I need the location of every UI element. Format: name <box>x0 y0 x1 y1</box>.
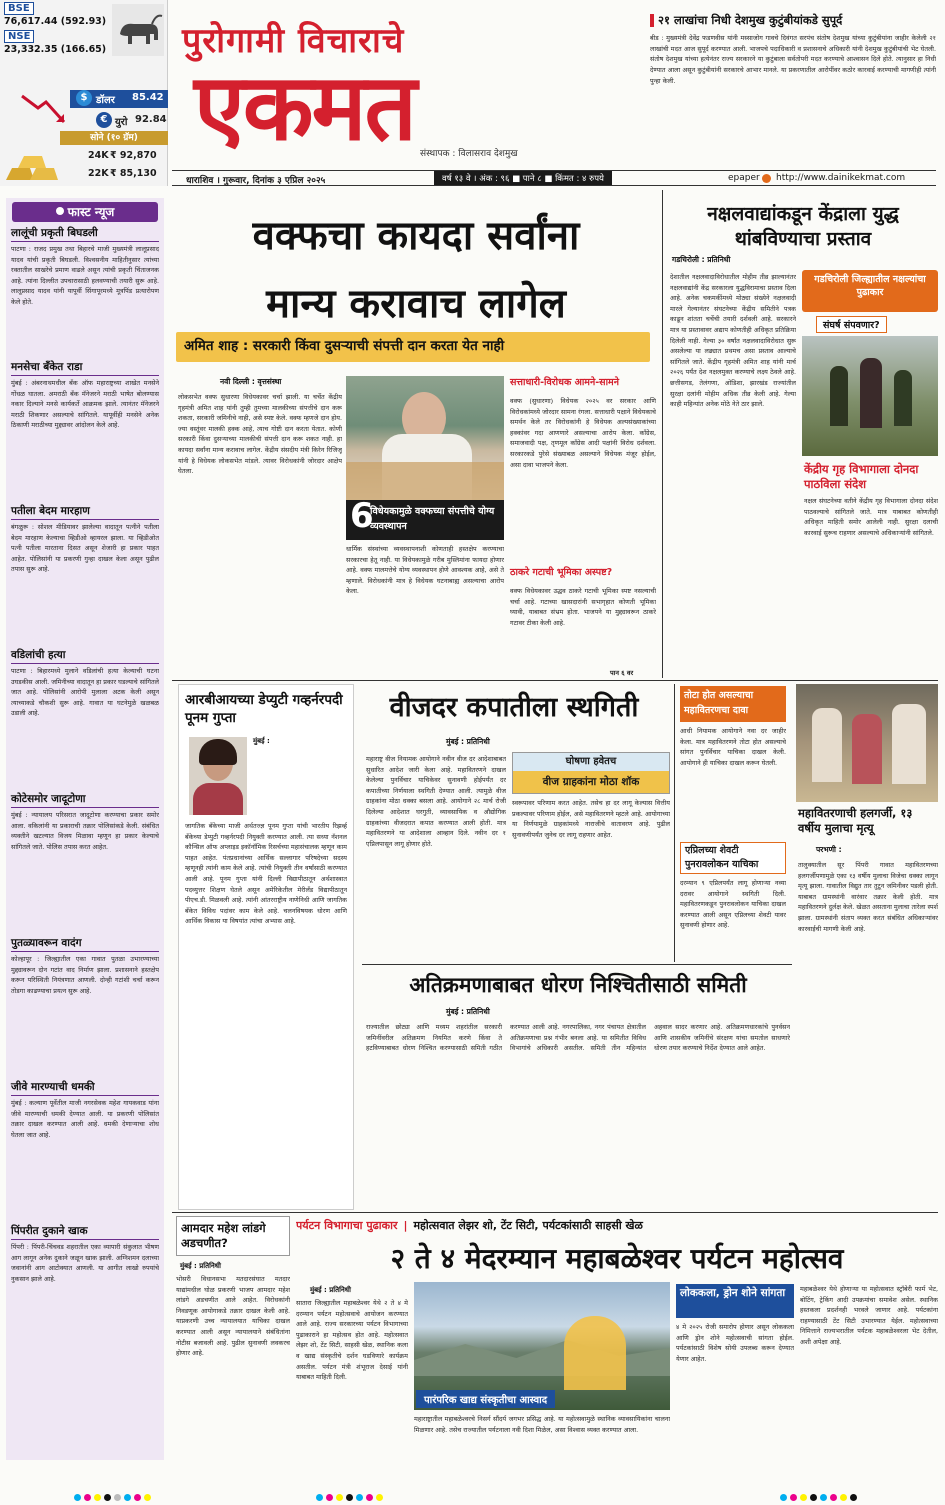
fast-news-item-body: कोल्हापूर : जिल्ह्यातील एका गावात पुतळा उभारण्याच्या मुद्द्यावरून दोन गटांत वाद निर्माण झाला. प्रशासनाने हस्तक्षेप करून परिस्थिती नियंत्रणात आणली. दोन्ही गटांशी चर्चा करून तोडगा काढण्याचा प्रयत्न सुरू आहे. <box>11 955 159 995</box>
naxal-divider <box>662 190 663 678</box>
dateline: धाराशिव । गुरूवार, दिनांक ३ एप्रिल २०२५ <box>186 176 326 186</box>
power-box <box>512 752 670 794</box>
caption-quote-icon: 6 <box>350 496 374 536</box>
child-story-photo <box>796 684 938 802</box>
lead-dateline: नवी दिल्ली : वृत्तसंस्था <box>220 377 282 386</box>
top-right-headline: २१ लाखांचा निधी देशमुख कुटुंबीयांकडे सुपूर्द <box>650 14 936 27</box>
power-box-head: घोषणा हवेतच <box>513 753 669 771</box>
dateline-bar <box>172 170 936 186</box>
fast-news-item <box>11 936 159 1074</box>
founder-line: संस्थापक : विलासराव देशमुख <box>420 149 518 159</box>
dollar-label: डॉलर <box>96 95 115 106</box>
gold-title: सोने (१० ग्रॅम) <box>60 131 168 145</box>
tourism-strap-2: महोत्सवात लेझर शो, टेंट सिटी, पर्यटकांसाठी साहसी खेळ <box>413 1219 643 1232</box>
mahavitaran-divider <box>674 684 675 962</box>
side-headline: सत्ताधारी-विरोधक आमने-सामने <box>510 377 620 388</box>
fast-news-title <box>12 202 158 222</box>
fast-news-item <box>11 1224 159 1362</box>
nse-label: NSE <box>4 30 34 43</box>
epaper-label[interactable]: epaper <box>728 173 760 183</box>
bullet-icon <box>56 207 64 215</box>
lead-strap <box>176 332 650 362</box>
tourism-right-head: लोककला, ड्रोन शोने सांगता <box>680 1287 786 1299</box>
gold-bars-icon <box>2 140 62 184</box>
fast-news-item-body: पाटणा : राजद प्रमुख तथा बिहारचे माजी मुख्यमंत्री लालूप्रसाद यादव यांची प्रकृती बिघडली. विश्वसनीय माहितीनुसार त्यांच्या रक्तातील साखरेचे प्रमाण वाढले असून त्यांची प्रकृती चिंताजनक आहे. त्यांना दिल्लीत उपचारासाठी हलवण्याची तयारी सुरू आहे. लालूप्रसाद यादव यांनी यापूर्वी सिंगापूरमध्ये मूत्रपिंड प्रत्यारोपण केले होते. <box>11 245 159 306</box>
gold22-label: 22K <box>88 168 109 179</box>
power-headline: वीजदर कपातीला स्थगिती <box>389 692 639 723</box>
gold24-label: 24K <box>88 150 109 161</box>
fast-news-item-body: पिंपरी : पिंपरी-चिंचवड शहरातील एका व्यापारी संकुलात भीषण आग लागून अनेक दुकाने जळून खाक झाली. अग्निशमन दलाच्या जवानांनी आग आटोक्यात आणली. या आगीत लाखो रुपयांचे नुकसान झाले आहे. <box>11 1243 159 1283</box>
fast-news-title-text: फास्ट न्यूज <box>67 205 115 219</box>
mla-body: भोसरी विधानसभा मतदारसंघात मतदार याद्यांमधील घोळ प्रकरणी भाजप आमदार महेश लांडगे अडचणीत आले आहेत. विरोधकांनी निवडणूक आयोगाकडे तक्रार दाखल केली आहे. याप्रकरणी उच्च न्यायालयात याचिका दाखल करण्यात आली असून न्यायालयाने संबंधितांना नोटीस बजावली आहे. पुढील सुनावणी लवकरच होणार आहे. <box>176 1275 290 1358</box>
fast-news-item-headline: वडिलांची हत्या <box>11 648 159 664</box>
naxal-photo <box>802 336 938 456</box>
center-headline: केंद्रीय गृह विभागाला दोनदा पाठविला संदेश <box>804 462 919 491</box>
lead-headline-1: वक्फचा कायदा सर्वांना <box>252 213 580 259</box>
strap-sep: | <box>403 1219 408 1232</box>
euro-coin-icon: € <box>96 112 112 128</box>
dollar-coin-icon: $ <box>76 90 92 106</box>
mla-box <box>176 1216 290 1466</box>
lead-body-2: धार्मिक संस्थांच्या व्यवस्थापनाशी कोणताही हस्तक्षेप करण्याचा सरकारचा हेतू नाही. या विधेयकामुळे गरीब मुस्लिमांना फायदा होणार आहे. वक्फ मालमत्तेचे योग्य व्यवस्थापन होणे आवश्यक आहे, असे ते म्हणाले. विरोधकांनी मात्र हे विधेयक घटनाबाह्य असल्याचा आरोप केला. <box>346 545 504 596</box>
fast-news-item <box>11 648 159 786</box>
tourism-byline: मुंबई : प्रतिनिधी <box>310 1286 351 1294</box>
euro-label: युरो <box>115 117 128 128</box>
child-body: तालुक्यातील सूर पिंपरी गावात महावितरणच्या हलगर्जीपणामुळे एका १३ वर्षीय मुलाचा विजेचा धक्का लागून मृत्यू झाला. गावातील विद्युत तार तुटून जमिनीवर पडली होती. याबाबत ग्रामस्थांनी वारंवार तक्रार केली होती. मात्र महावितरणने दुर्लक्ष केले. खेळत असताना मुलाचा तारेला स्पर्श झाला. ग्रामस्थांनी संताप व्यक्त करत संबंधित अधिकाऱ्यांवर कारवाईची मागणी केली आहे. <box>798 861 938 933</box>
fast-news-item <box>11 504 159 642</box>
rbi-byline: मुंबई : <box>253 737 270 745</box>
section-rule-1 <box>172 680 938 681</box>
nse-value: 23,332.35 (166.65) <box>4 44 107 55</box>
mahavitaran-box-text: एप्रिलच्या शेवटी पुनरावलोकन याचिका <box>685 845 759 870</box>
mahavitaran-body-2: दरम्यान ९ एप्रिलपर्यंत लागू होणाऱ्या नव्या दरावर आयोगाने स्थगिती दिली. महावितरणकडून पुनरावलोकन याचिका दाखल करण्यात आली असून एप्रिलच्या शेवटी यावर सुनावणी होणार आहे. <box>680 879 786 930</box>
bse-value: 76,617.44 (592.93) <box>4 16 107 27</box>
trend-arrow-icon <box>20 92 68 128</box>
power-body-2: स्वरूपावर परिणाम करत आहेत. तसेच हा दर लागू केल्यास वित्तीय प्रकल्पावर परिणाम होईल, असे महावितरणने म्हटले आहे. आयोगाच्या या निर्णयामुळे ग्राहकांमध्ये नाराजीचे वातावरण आहे. पुढील सुनावणीपर्यंत जुनेच दर लागू राहणार आहेत. <box>512 799 670 839</box>
naxal-box-title-text: गडचिरोली जिल्ह्यातील नक्षल्यांचा पुढाकार <box>814 274 926 298</box>
fast-news-item-headline: कोटेसमोर जादूटोणा <box>11 792 159 808</box>
tourism-body: सातारा जिल्ह्यातील महाबळेश्वर येथे २ ते ४ मे दरम्यान पर्यटन महोत्सवाचे आयोजन करण्यात आले आहे. राज्य सरकारच्या पर्यटन विभागाच्या पुढाकाराने हा महोत्सव होत आहे. महोत्सवात लेझर शो, टेंट सिटी, साहसी खेळ, स्थानिक कला व खाद्य संस्कृतीचे दर्शन घडविणारे कार्यक्रम असतील. पर्यटन मंत्री शंभूराज देसाई यांनी याबाबत माहिती दिली. <box>296 1299 408 1382</box>
section-rule-2 <box>362 964 792 965</box>
encroach-headline: अतिक्रमणाबाबत धोरण निश्चितीसाठी समिती <box>409 973 747 997</box>
top-right-body: बीड : मुख्यमंत्री देवेंद्र फडणवीस यांनी मस्साजोग गावचे दिवंगत सरपंच संतोष देशमुख यांच्या कुटुंबीयांना जाहीर केलेली २१ लाखांची मदत आज सुपूर्द करण्यात आली. भाजपचे पदाधिकारी व प्रशासनाचे अधिकारी यांनी देशमुख कुटुंबीयांची भेट घेतली. संतोष देशमुख यांच्या हत्येनंतर राज्य सरकारने या कुटुंबाला सर्वतोपरी मदत करण्याचे आश्वासन दिले होते. त्यानुसार हा निधी देण्यात आला असून कुटुंबीयांनी सरकारचे आभार मानले. या प्रकरणातील आरोपींवर कठोर कारवाई करण्याची मागणीही त्यांनी पुन्हा केली. <box>650 34 936 85</box>
mla-headline: आमदार महेश लांडगे अडचणीत? <box>176 1216 290 1256</box>
continued-label: पान ६ वर <box>610 669 634 677</box>
fast-news-item <box>11 1080 159 1218</box>
website-link[interactable]: http://www.dainikekmat.com <box>776 173 906 183</box>
child-byline: परभणी : <box>816 845 842 854</box>
mahavitaran-box <box>680 842 786 874</box>
registration-marks-center <box>316 1486 386 1505</box>
mahavitaran-head: तोटा होत असल्याचा महावितरणचा दावा <box>684 690 754 716</box>
photo-caption: विधेयकामुळे वक्फच्या संपत्तीचे योग्य व्यवस्थापन <box>370 506 495 532</box>
thackeray-headline: ठाकरे गटाची भूमिका अस्पष्ट? <box>510 567 613 578</box>
amit-shah-photo <box>346 376 504 500</box>
naxal-box-sub: संघर्ष संपवणार? <box>816 316 887 333</box>
rbi-box <box>178 684 354 1210</box>
naxal-headline: नक्षलवाद्यांकडून केंद्राला युद्ध थांबविण्याचा प्रस्ताव <box>707 203 899 250</box>
fast-news-item-body: मुंबई : न्यायालय परिसरात जादूटोणा करण्याचा प्रकार समोर आला. वकिलांनी या प्रकाराची तक्रार पोलिसांकडे केली. संबंधित व्यक्तीने खटल्यात विजय मिळावा म्हणून हा प्रकार केल्याचे सांगितले जाते. पोलिस तपास करत आहेत. <box>11 811 159 851</box>
fast-news-item-headline: पतीला बेदम मारहाण <box>11 504 159 520</box>
fast-news-item <box>11 792 159 930</box>
side-body: वक्फ (सुधारणा) विधेयक २०२५ वर सरकार आणि विरोधकांमध्ये जोरदार सामना रंगला. सत्ताधारी पक्षाने विधेयकाचे समर्थन केले तर विरोधकांनी हे विधेयक अल्पसंख्याकांच्या हक्कांवर गदा आणणारे असल्याचा आरोप केला. काँग्रेस, समाजवादी पक्ष, तृणमूल काँग्रेस आदी पक्षांनी विरोध दर्शवला. सरकारकडे पुरेसे संख्याबळ असल्याने विधेयक मंजूर होईल, असा दावा भाजपने केला. <box>510 397 656 469</box>
rbi-body: जागतिक बँकेच्या माजी अर्थतज्ज्ञ पूनम गुप्ता यांची भारतीय रिझर्व्ह बँकेच्या डेप्युटी गव्हर्नरपदी नियुक्ती करण्यात आली. त्या सध्या नॅशनल कौन्सिल ऑफ अप्लाइड इकॉनॉमिक रिसर्चच्या महासंचालक म्हणून काम पाहत आहेत. पंतप्रधानांच्या आर्थिक सल्लागार परिषदेच्या सदस्य म्हणूनही त्यांनी काम केले आहे. त्यांची नियुक्ती तीन वर्षांसाठी करण्यात आली आहे. पूनम गुप्ता यांनी दिल्ली विद्यापीठातून अर्थशास्त्रात पदव्युत्तर शिक्षण घेतले असून अमेरिकेतील मेरीलँड विद्यापीठातून पीएच.डी. मिळवली आहे. त्यांनी आंतरराष्ट्रीय नाणेनिधी आणि जागतिक बँकेत विविध पदांवर काम केले आहे. चलनविषयक धोरण आणि आर्थिक विकास या विषयांत त्यांचा अभ्यास आहे. <box>185 822 347 926</box>
power-box-sub: वीज ग्राहकांना मोठा शॉक <box>513 771 669 793</box>
bull-icon <box>112 4 164 56</box>
euro-value: 92.84 <box>135 114 167 125</box>
gold24-value: ₹ 92,870 <box>110 150 157 161</box>
fast-news-item-headline: पिंपरीत दुकाने खाक <box>11 1224 159 1240</box>
fast-news-item-headline: मनसेचा बँकेत राडा <box>11 360 159 376</box>
mla-byline: मुंबई : प्रतिनिधी <box>180 1262 221 1270</box>
rbi-headline: आरबीआयच्या डेप्युटी गव्हर्नरपदी पूनम गुप्ता <box>185 692 343 726</box>
fast-news-item <box>11 226 159 354</box>
encroach-body: राज्यातील छोट्या आणि मध्यम शहरांतील सरकारी जमिनींवरील अतिक्रमण नियमित करणे किंवा ते हटविण्याबाबत धोरण निश्चित करण्यासाठी समिती गठीत करण्यात आली आहे. नगरपालिका, नगर पंचायत क्षेत्रातील अतिक्रमणाचा प्रश्न गंभीर बनला आहे. या समितीत विविध विभागांचे अधिकारी असतील. समिती तीन महिन्यांत अहवाल सादर करणार आहे. अतिक्रमणधारकांचे पुनर्वसन आणि शासकीय जमिनींचे संरक्षण यांचा समतोल साधणारे धोरण तयार करण्याचे निर्देश देण्यात आले आहेत. <box>366 1023 790 1053</box>
masthead-name: एकमत <box>194 54 415 161</box>
encroach-byline: मुंबई : प्रतिनिधी <box>446 1007 490 1016</box>
fast-news-item-headline: जीवे मारण्याची धमकी <box>11 1080 159 1096</box>
tourism-strap-1: पर्यटन विभागाचा पुढाकार <box>296 1219 398 1232</box>
fast-news-item-body: मुंबई : कल्याण पूर्वेतील माजी नगरसेवक महेश गायकवाड यांना जीवे मारण्याची धमकी देण्यात आली. या प्रकरणी पोलिसांत तक्रार दाखल करण्यात आली आहे. धमकी देणाऱ्याचा शोध घेतला जात आहे. <box>11 1099 159 1139</box>
gold22-value: ₹ 85,130 <box>110 168 157 179</box>
fast-news-item-body: पाटणा : बिहारमध्ये मुलाने वडिलांची हत्या केल्याची घटना उघडकीस आली. जमिनीच्या वादातून हा प्रकार घडल्याचे सांगितले जात आहे. पोलिसांनी आरोपी मुलाला अटक केली असून त्याच्याकडे चौकशी सुरू आहे. गावात या घटनेमुळे खळबळ उडाली आहे. <box>11 667 159 718</box>
center-body: नक्षल संघटनेच्या वतीने केंद्रीय गृह विभागाला दोनदा संदेश पाठवल्याचे सांगितले जाते. मात्र याबाबत कोणतीही अधिकृत माहिती समोर आलेली नाही. सुरक्षा दलाची कारवाई सुरूच राहणार असल्याचे अधिकाऱ्यांनी सांगितले. <box>804 497 938 537</box>
fast-news-column <box>6 198 164 1460</box>
lead-headline-2: मान्य करावाच लागेल <box>266 281 566 327</box>
section-rule-3 <box>172 1212 938 1213</box>
fast-news-item-headline: लालूंची प्रकृती बिघडली <box>11 226 159 242</box>
masthead-tagline: पुरोगामी विचाराचे <box>182 21 405 61</box>
issue-info: वर्ष १३ वे । अंक : ९६ ■ पाने ८ ■ किंमत : ४ रुपये <box>434 171 612 185</box>
tourism-far-body: महाबळेश्वर येथे होणाऱ्या या महोत्सवात स्ट्रॉबेरी फार्म भेट, बोटिंग, ट्रेकिंग आदी उपक्रमांचा समावेश असेल. स्थानिक हस्तकला प्रदर्शनही भरवले जाणार आहे. पर्यटकांना राहण्यासाठी टेंट सिटी उभारण्यात येईल. महोत्सवाच्या निमित्ताने राज्यभरातील पर्यटक महाबळेश्वरला भेट देतील, अशी अपेक्षा आहे. <box>800 1285 938 1346</box>
lead-strap-text: अमित शाह : सरकारी किंवा दुसऱ्याची संपत्ती दान करता येत नाही <box>184 338 505 354</box>
epaper-icon <box>762 174 771 183</box>
naxal-byline: गडचिरोली : प्रतिनिधी <box>672 255 731 264</box>
fast-news-item <box>11 360 159 498</box>
naxal-box-title <box>802 270 938 312</box>
tourism-headline: २ ते ४ मेदरम्यान महाबळेश्वर पर्यटन महोत्सव <box>390 1242 844 1275</box>
photo-caption-box <box>346 496 504 540</box>
tourism-right-body: ४ मे २०२५ रोजी समारोप होणार असून लोककला आणि ड्रोन शोने महोत्सवाची सांगता होईल. पर्यटकांसाठी विशेष सोयी उपलब्ध करून देण्यात येणार आहेत. <box>676 1323 794 1363</box>
fast-news-list <box>6 226 164 1362</box>
fast-news-item-body: बंगळुरू : सोशल मीडियावर झालेल्या वादातून पत्नीने पतीला बेदम मारहाण केल्याचा व्हिडीओ व्हायरल झाला. या व्हिडीओत पत्नी पतीला मारताना दिसत असून शेजारी हा प्रकार पाहत आहेत. पोलिसांनी या प्रकरणी गुन्हा दाखल केला असून पुढील तपास सुरू आहे. <box>11 523 159 574</box>
fast-news-item-headline: पुतळ्यावरून वादंग <box>11 936 159 952</box>
registration-marks-right <box>780 1486 860 1505</box>
mahavitaran-head-box <box>680 686 786 722</box>
child-headline: महावितरणाची हलगर्जी, १३ वर्षीय मुलाचा मृत्यू <box>798 806 913 835</box>
poonam-gupta-photo <box>189 737 247 815</box>
lead-body-1: लोकसभेत वक्फ सुधारणा विधेयकावर चर्चा झाली. या चर्चेत केंद्रीय गृहमंत्री अमित शाह यांनी तुम्ही तुमच्या मालकीच्या संपत्तीचे दान करू शकता, सरकारी जमिनीचे नाही, असे स्पष्ट केले. वक्फ म्हणजे दान होय. ज्या वस्तूंवर मालकी हक्क आहे, त्याच गोष्टी दान करता येतात. कोणी सरकारी किंवा दुसऱ्याच्या मालकीची संपत्ती दान करू शकत नाही. हा कायदा सर्वांना मान्य करावाच लागेल. केंद्रीय संसदीय मंत्री किरेन रिजिजू यांनी हे विधेयक लोकसभेत मांडले. त्यावर विरोधकांनी जोरदार आक्षेप घेतला. <box>178 393 342 476</box>
bse-label: BSE <box>4 2 34 15</box>
tourism-photo-caption: पारंपरिक खाद्य संस्कृतीचा आस्वाद <box>416 1390 555 1408</box>
market-panel <box>0 0 168 186</box>
power-body: महाराष्ट्र वीज नियामक आयोगाने नवीन वीज दर आदेशाबाबत सुधारित आदेश जारी केला आहे. महावितरणने दाखल केलेल्या पुनर्विचार याचिकेवर सुनावणी होईपर्यंत दर कपातीच्या निर्णयाला स्थगिती देण्यात आली. त्यामुळे वीज ग्राहकांना मोठा धक्का बसला आहे. आयोगाने २८ मार्च रोजी दिलेल्या आदेशात घरगुती, व्यावसायिक व औद्योगिक ग्राहकांच्या वीजदरात कपात करण्यात आली होती. मात्र महावितरणने या आदेशाला आव्हान दिले. नवीन दर १ एप्रिलपासून लागू होणार होते. <box>366 755 506 848</box>
mahavitaran-body: आधी नियामक आयोगाने नवा दर जाहीर केला. मात्र महावितरणने तोटा होत असल्याचे सांगत पुनर्विचार याचिका दाखल केली. आयोगाने ही याचिका दाखल करून घेतली. <box>680 727 786 767</box>
naxal-body: देशातील नक्षलवादाविरोधातील मोहीम तीव्र झाल्यानंतर नक्षलवाद्यांनी केंद्र सरकारला युद्धविरामाचा प्रस्ताव दिला आहे. अनेक चकमकींमध्ये मोठ्या संख्येने नक्षलवादी मारले गेल्यानंतर संघटनेच्या केंद्रीय समितीने पत्रक काढून शांतता चर्चेची तयारी दर्शवली आहे. सरकारने मात्र या प्रस्तावावर अद्याप कोणतीही अधिकृत प्रतिक्रिया दिलेली नाही. गेल्या ३० वर्षांत नक्षलवादाविरोधात सुरू असलेल्या या लढ्यात प्रथमच असा प्रस्ताव आल्याचे सांगितले जाते. केंद्रीय गृहमंत्री अमित शाह यांनी मार्च २०२६ पर्यंत देश नक्षलमुक्त करण्याचे लक्ष्य ठेवले आहे. छत्तीसगड, तेलंगणा, ओडिशा, झारखंड राज्यांतील सुरक्षा दलांनी मोहीम अधिक तीव्र केली आहे. गेल्या काही महिन्यांत अनेक मोठे नेते ठार झाले. <box>670 273 796 409</box>
thackeray-body: वक्फ विधेयकावर उद्धव ठाकरे गटाची भूमिका स्पष्ट नसल्याची चर्चा आहे. गटाच्या खासदारांनी सभागृहात कोणती भूमिका घ्यावी, याबाबत संभ्रम होता. भाजपने या मुद्द्यावरून ठाकरे गटावर टीका केली आहे. <box>510 587 656 627</box>
fast-news-item-body: मुंबई : अंबरनाथमधील बँक ऑफ महाराष्ट्रच्या शाखेत मनसेने गोंधळ घातला. अमराठी बँक मॅनेजरने मराठी भाषेत बोलण्यास नकार दिल्याने मनसे कार्यकर्ते आक्रमक झाले. त्यानंतर मॅनेजरने मराठी शिकणार असल्याचे सांगितले. यापूर्वीही मनसेने अनेक ठिकाणी मराठीच्या मुद्द्यावर आंदोलन केले आहे. <box>11 379 159 430</box>
power-byline: मुंबई : प्रतिनिधी <box>446 737 490 746</box>
tourism-right-head-box <box>676 1284 794 1318</box>
dollar-value: 85.42 <box>132 92 164 103</box>
tourism-mid-body: महाराष्ट्रातील महाबळेश्वरचे निसर्ग सौंदर्य जगभर प्रसिद्ध आहे. या महोत्सवामुळे स्थानिक व्यावसायिकांना चालना मिळणार आहे. तसेच राज्यातील पर्यटनाला नवी दिशा मिळेल, असा विश्वास व्यक्त करण्यात आला. <box>414 1415 670 1434</box>
registration-marks-left <box>74 1486 154 1505</box>
tourism-strap <box>296 1218 938 1236</box>
top-right-story <box>650 14 936 172</box>
